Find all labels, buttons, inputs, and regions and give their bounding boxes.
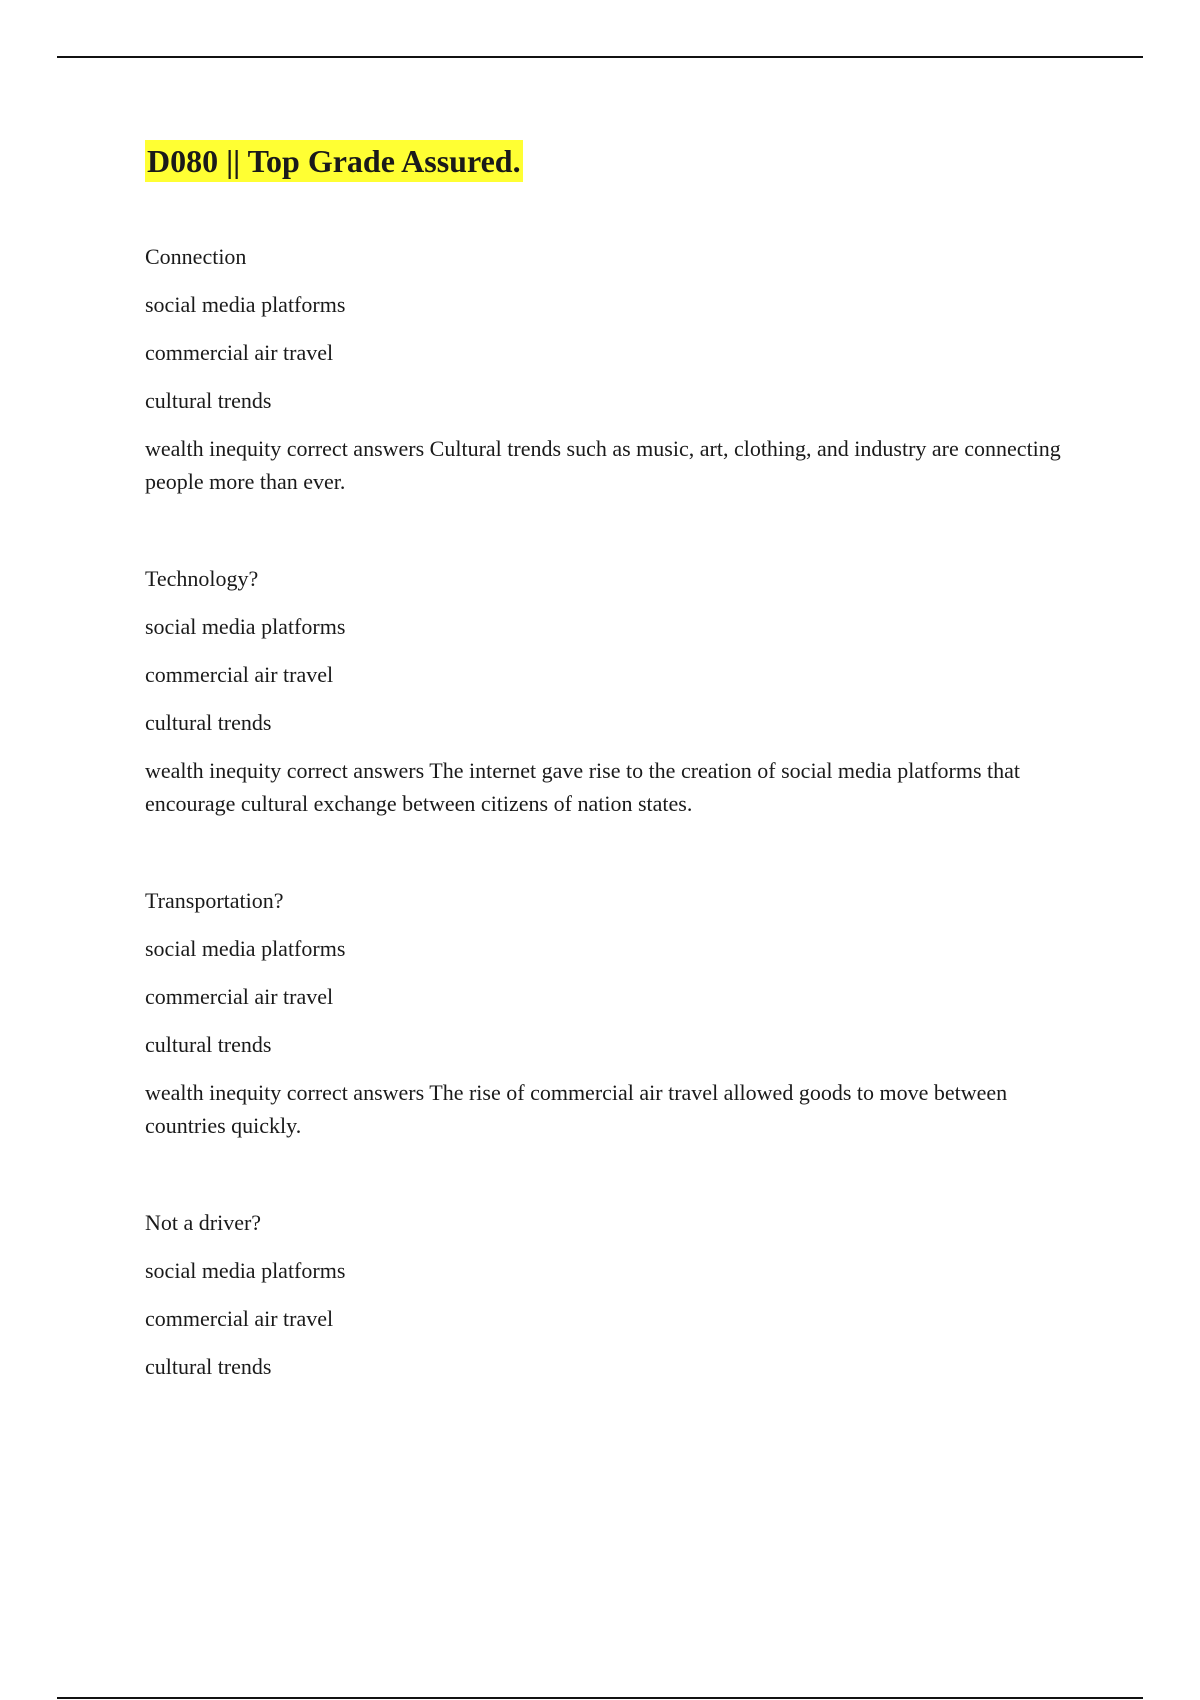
question-block bbox=[145, 1206, 1075, 1383]
answer-option: commercial air travel bbox=[145, 984, 334, 1010]
document-body bbox=[145, 140, 1075, 1398]
question-block bbox=[145, 240, 1075, 498]
answer-explanation: wealth inequity correct answers The rise of commercial air travel allowed goods to move between countries quickly. bbox=[145, 1080, 1008, 1139]
footer-rule bbox=[57, 1697, 1143, 1699]
answer-option: social media platforms bbox=[145, 1258, 346, 1284]
answer-option: commercial air travel bbox=[145, 662, 334, 688]
answer-option: cultural trends bbox=[145, 388, 272, 414]
question-text: Technology? bbox=[145, 566, 259, 592]
document-title: D080 || Top Grade Assured. bbox=[145, 140, 523, 182]
question-text: Transportation? bbox=[145, 888, 284, 914]
question-block bbox=[145, 562, 1075, 820]
answer-option: cultural trends bbox=[145, 1032, 272, 1058]
answer-explanation: wealth inequity correct answers The internet gave rise to the creation of social media platforms that encourage cultural exchange between citizens of nation states. bbox=[145, 758, 1020, 817]
answer-option: commercial air travel bbox=[145, 340, 334, 366]
question-text: Connection bbox=[145, 244, 247, 270]
answer-option: social media platforms bbox=[145, 936, 346, 962]
answer-option: cultural trends bbox=[145, 1354, 272, 1380]
answer-option: commercial air travel bbox=[145, 1306, 334, 1332]
answer-option: social media platforms bbox=[145, 292, 346, 318]
answer-option: cultural trends bbox=[145, 710, 272, 736]
answer-explanation: wealth inequity correct answers Cultural trends such as music, art, clothing, and industry are connecting people more than ever. bbox=[145, 436, 1061, 495]
question-text: Not a driver? bbox=[145, 1210, 262, 1236]
question-block bbox=[145, 884, 1075, 1142]
header-rule bbox=[57, 56, 1143, 58]
answer-option: social media platforms bbox=[145, 614, 346, 640]
